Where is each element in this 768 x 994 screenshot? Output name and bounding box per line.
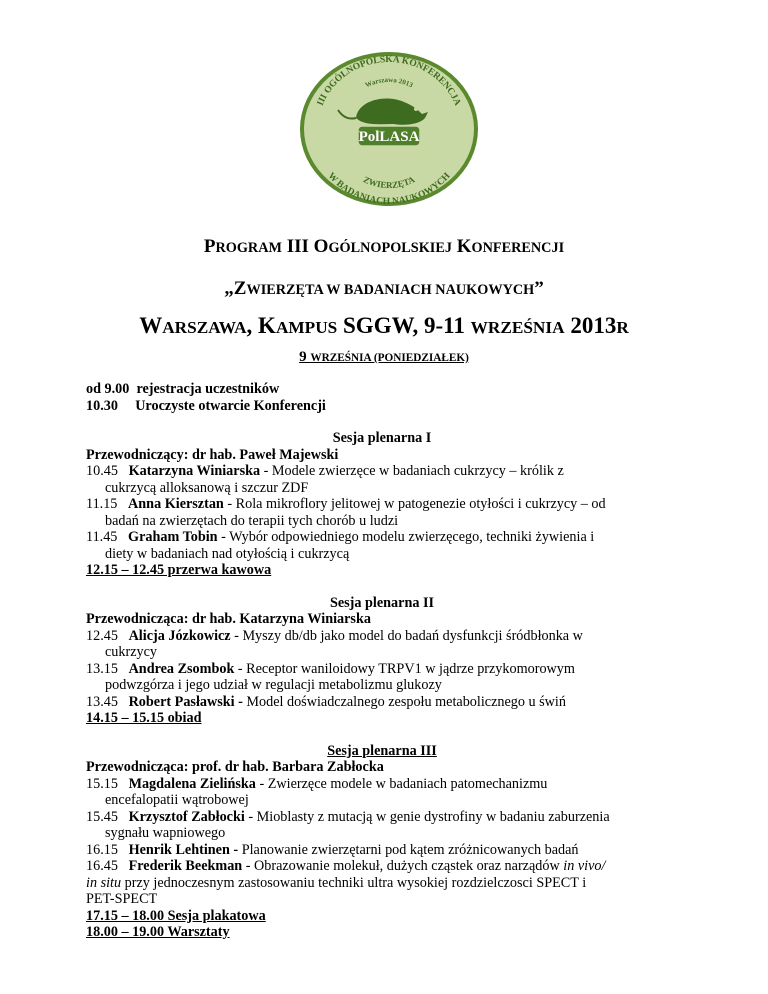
- intro-item: 10.30 Uroczyste otwarcie Konferencji: [86, 397, 326, 414]
- poster-session: 17.15 – 18.00 Sesja plakatowa: [86, 907, 266, 924]
- title-conference-name: „ZWIERZĘTA W BADANIACH NAUKOWYCH”: [224, 278, 544, 299]
- conference-logo: [298, 50, 480, 208]
- talk-item: 15.45 Krzysztof Zabłocki - Mioblasty z mutacją w genie dystrofiny w badaniu zaburzenia sygnału wapniowego: [86, 808, 610, 841]
- talk-item: 11.45 Graham Tobin - Wybór odpowiedniego modelu zwierzęcego, techniki żywienia i diety w badaniach nad otyłością i cukrzycą: [86, 529, 595, 562]
- title-location-date: WARSZAWA, KAMPUS SGGW, 9-11 WRZEŚNIA 2013R: [139, 313, 629, 338]
- talk-item: 13.15 Andrea Zsombok - Receptor waniloidowy TRPV1 w jądrze przykomorowym podwzgórza i jego udział w regulacji metabolizmu glukozy: [86, 660, 575, 693]
- workshops: 18.00 – 19.00 Warsztaty: [86, 924, 230, 940]
- break-item: 12.15 – 12.45 przerwa kawowa: [86, 562, 272, 578]
- talk-item: 16.15 Henrik Lehtinen - Planowanie zwierzętarni pod kątem zróżnicowanych badań: [86, 841, 579, 858]
- talk-item: 10.45 Katarzyna Winiarska - Modele zwierzęce w badaniach cukrzycy – królik z cukrzycą alloksanową i szczur ZDF: [86, 463, 564, 496]
- logo-ring-bottom: W BADANIACH NAUKOWYCH: [325, 171, 453, 208]
- talk-item: 16.45 Frederik Beekman - Obrazowanie molekuł, dużych cząstek oraz narządów in vivo/ in situ przy jednoczesnym zastosowaniu techniki ultra wysokiej rozdzielczosci SPECT i PET-SPECT: [86, 858, 606, 907]
- talk-item: 11.15 Anna Kiersztan - Rola mikroflory jelitowej w patogenezie otyłości i cukrzycy – od badań na zwierzętach do terapii tych chorób u ludzi: [86, 496, 606, 529]
- session-chair: Przewodnicząca: prof. dr hab. Barbara Zabłocka: [86, 759, 384, 775]
- session-chair: Przewodniczący: dr hab. Paweł Majewski: [86, 446, 339, 463]
- session-title: Sesja plenarna III: [327, 742, 437, 759]
- logo-badge-text: PolLASA: [358, 129, 420, 145]
- logo-ring-year: Warszawa 2013: [363, 75, 415, 90]
- break-item: 14.15 – 15.15 obiad: [86, 710, 202, 726]
- session-chair: Przewodnicząca: dr hab. Katarzyna Winiarska: [86, 611, 371, 627]
- program-body: [86, 381, 678, 941]
- intro-item: od 9.00 rejestracja uczestników: [86, 381, 280, 397]
- talk-item: 15.15 Magdalena Zielińska - Zwierzęce modele w badaniach patomechanizmu encefalopatii wątrobowej: [86, 775, 548, 808]
- session-title: Sesja plenarna II: [329, 594, 435, 611]
- talk-item: 12.45 Alicja Józkowicz - Myszy db/db jako model do badań dysfunkcji śródbłonka w cukrzycy: [86, 627, 583, 660]
- session-title: Sesja plenarna I: [332, 430, 432, 446]
- logo-ring-top: III OGÓLNOPOLSKA KONFERENCJA: [315, 54, 463, 108]
- day-heading: 9 WRZEŚNIA (PONIEDZIAŁEK): [299, 349, 469, 365]
- talk-item: 13.45 Robert Pasławski - Model doświadczalnego zespołu metabolicznego u świń: [86, 693, 566, 710]
- title-program: PROGRAM III OGÓLNOPOLSKIEJ KONFERENCJI: [203, 236, 565, 257]
- logo-ring-bottom-inner: ZWIERZĘTA: [361, 174, 417, 191]
